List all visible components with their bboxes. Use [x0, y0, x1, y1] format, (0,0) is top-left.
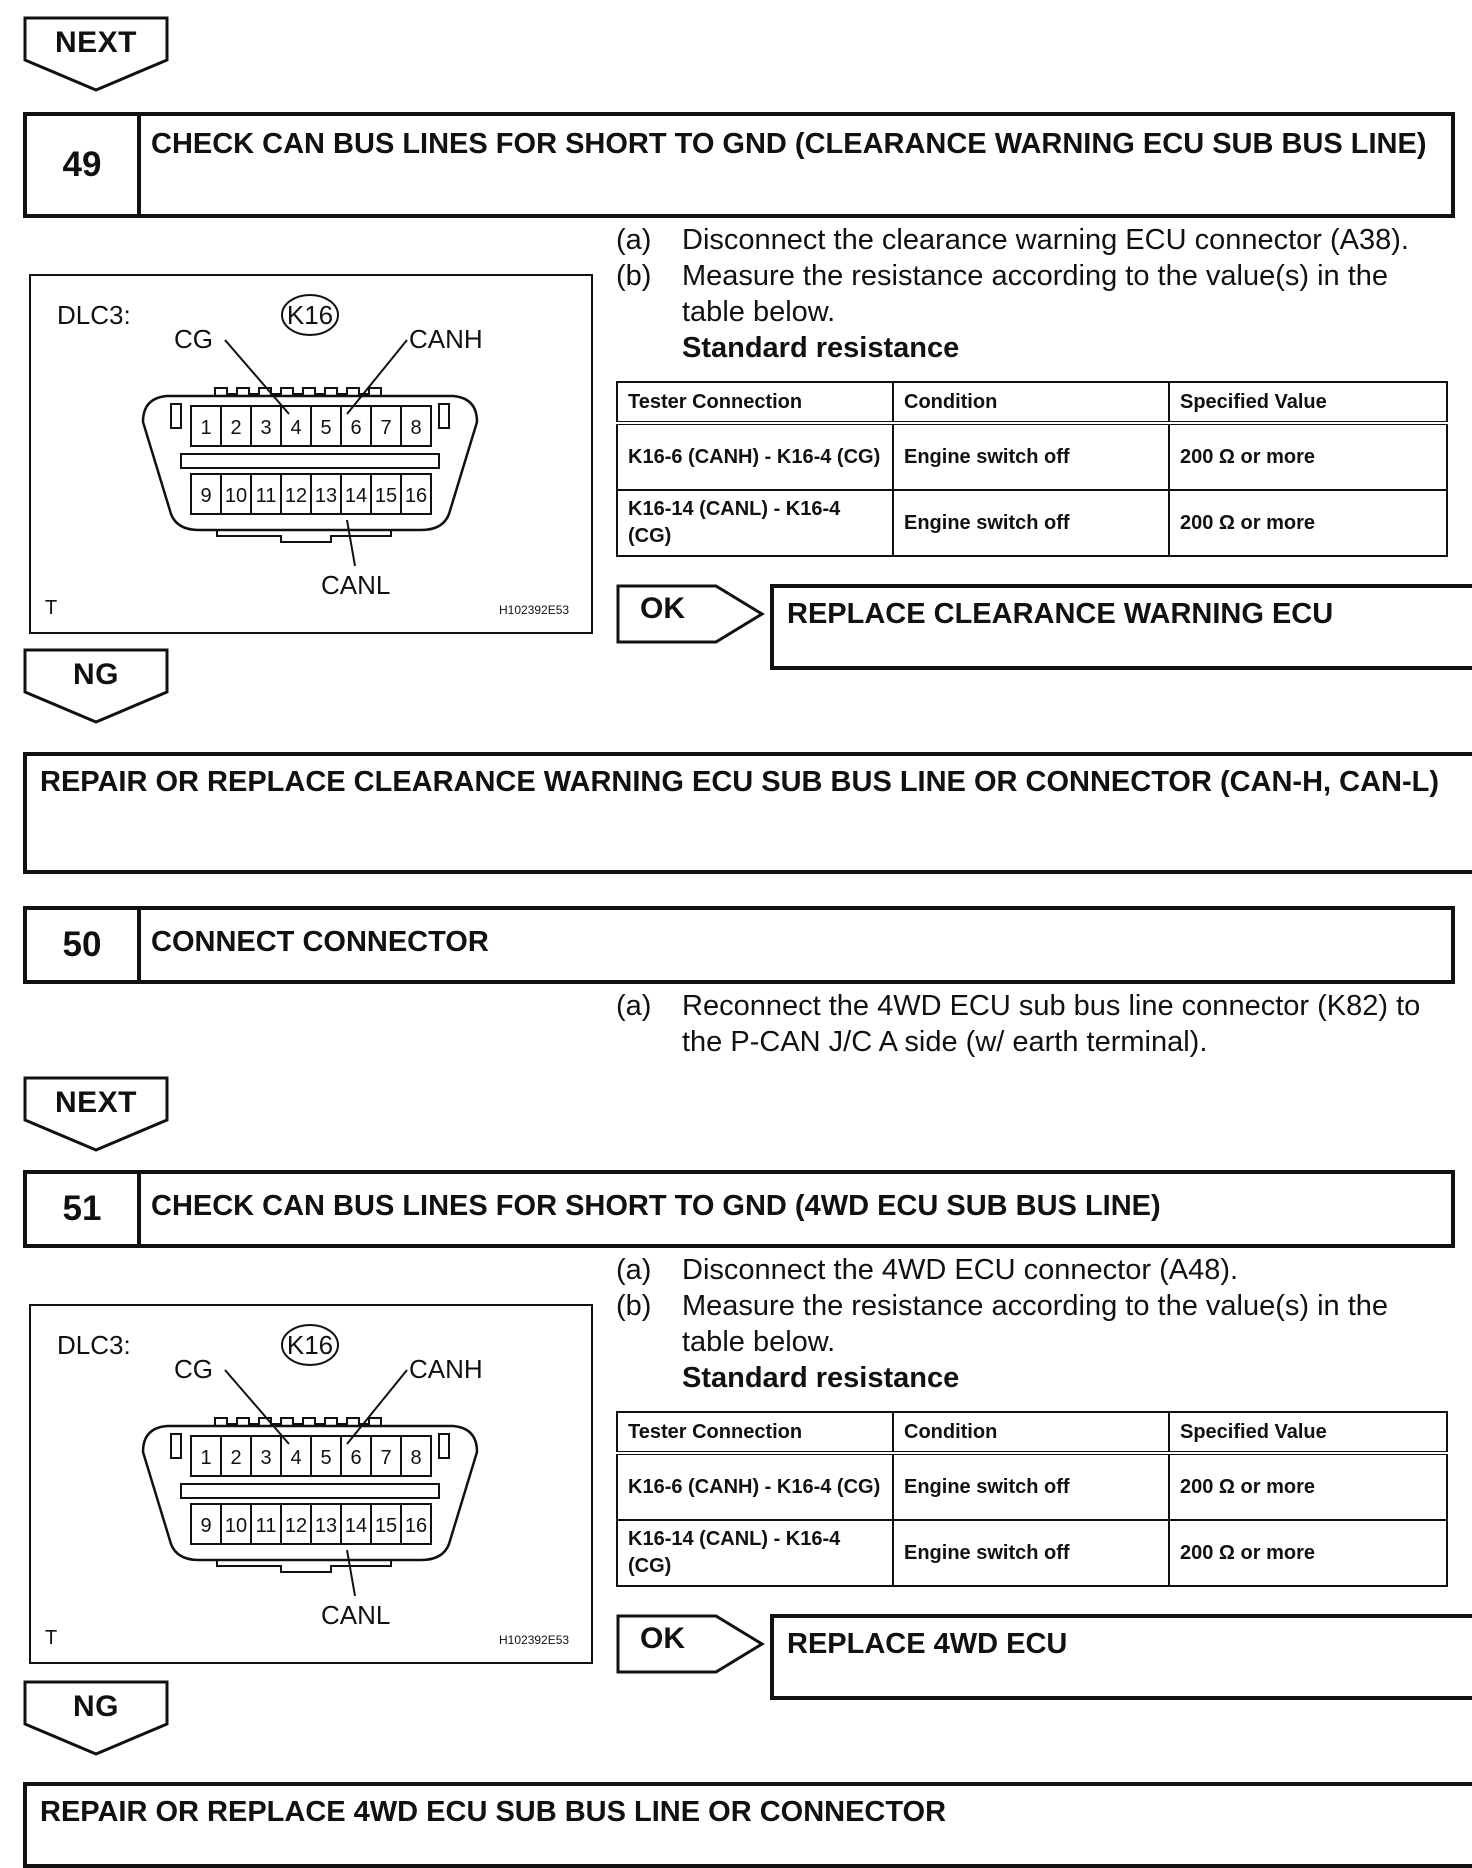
table-row	[617, 423, 1447, 490]
step-title: CHECK CAN BUS LINES FOR SHORT TO GND (CLEARANCE WARNING ECU SUB BUS LINE)	[151, 128, 1427, 160]
table-cell: Engine switch off	[893, 423, 1169, 490]
instruction-a	[616, 988, 1446, 1060]
step-title: CONNECT CONNECTOR	[151, 926, 489, 958]
next-badge	[23, 16, 169, 92]
ng-result-box: REPAIR OR REPLACE 4WD ECU SUB BUS LINE OR CONNECTOR	[23, 1782, 1472, 1868]
instruction-text: Measure the resistance according to the value(s) in the table below.	[682, 260, 1389, 328]
instruction-label: (a)	[616, 990, 652, 1022]
instruction-text: Measure the resistance according to the value(s) in the table below.	[682, 1290, 1389, 1358]
corner-mark: T	[45, 1627, 58, 1649]
step-50-header	[23, 906, 1455, 984]
ok-result-box: REPLACE CLEARANCE WARNING ECU	[770, 584, 1472, 670]
cg-label: CG	[174, 1354, 213, 1384]
step-number: 49	[27, 116, 141, 214]
step-51-header	[23, 1170, 1455, 1248]
pin-11: 11	[255, 1515, 277, 1537]
resistance-table	[616, 381, 1448, 557]
instruction-text: Reconnect the 4WD ECU sub bus line connector (K82) to the P-CAN J/C A side (w/ earth terminal).	[682, 990, 1421, 1058]
standard-resistance-label: Standard resistance	[682, 332, 960, 364]
pin-15: 15	[374, 1515, 398, 1537]
figure-ref: H102392E53	[499, 1633, 570, 1647]
dlc3-connector-figure	[31, 1306, 587, 1658]
instruction-b	[616, 1288, 1446, 1360]
pin-8: 8	[410, 417, 422, 439]
pin-6: 6	[350, 417, 362, 439]
step-49-instructions	[616, 222, 1446, 366]
pin-11: 11	[255, 485, 277, 507]
ng-label: NG	[73, 658, 119, 691]
pin-7: 7	[380, 417, 392, 439]
canl-label: CANL	[321, 1600, 391, 1630]
ok-badge	[616, 1614, 766, 1674]
table-row	[617, 1453, 1447, 1520]
table-header-row	[617, 382, 1447, 423]
pin-15: 15	[374, 485, 398, 507]
pin-7: 7	[380, 1447, 392, 1469]
table-cell: Engine switch off	[893, 1520, 1169, 1586]
pin-8: 8	[410, 1447, 422, 1469]
corner-mark: T	[45, 597, 58, 619]
instruction-label: (a)	[616, 1254, 652, 1286]
step-50-instructions	[616, 988, 1446, 1060]
ng-label: NG	[73, 1690, 119, 1723]
standard-resistance-label: Standard resistance	[682, 1362, 960, 1394]
table-cell: Engine switch off	[893, 490, 1169, 556]
pin-10: 10	[224, 485, 248, 507]
step-49-header	[23, 112, 1455, 218]
column-header: Specified Value	[1169, 382, 1447, 423]
column-header: Tester Connection	[617, 382, 893, 423]
dlc3-connector-figure	[31, 276, 587, 628]
step-51-instructions	[616, 1252, 1446, 1396]
connector-id: K16	[286, 1330, 334, 1360]
pin-12: 12	[284, 485, 308, 507]
ng-badge	[23, 1680, 169, 1756]
pin-12: 12	[284, 1515, 308, 1537]
pin-5: 5	[320, 1447, 332, 1469]
ok-result-box: REPLACE 4WD ECU	[770, 1614, 1472, 1700]
instruction-a	[616, 1252, 1446, 1288]
column-header: Tester Connection	[617, 1412, 893, 1453]
canh-label: CANH	[409, 324, 483, 354]
connector-id: K16	[286, 300, 334, 330]
table-row	[617, 490, 1447, 556]
pin-3: 3	[260, 417, 272, 439]
instruction-text: Disconnect the 4WD ECU connector (A48).	[682, 1254, 1239, 1286]
next-badge	[23, 1076, 169, 1152]
pin-3: 3	[260, 1447, 272, 1469]
column-header: Condition	[893, 382, 1169, 423]
instruction-text: Disconnect the clearance warning ECU connector (A38).	[682, 224, 1409, 256]
ok-label: OK	[640, 592, 685, 625]
pin-5: 5	[320, 417, 332, 439]
diagram-title: DLC3:	[57, 300, 131, 330]
column-header: Condition	[893, 1412, 1169, 1453]
pin-14: 14	[344, 485, 368, 507]
ng-badge	[23, 648, 169, 724]
cg-label: CG	[174, 324, 213, 354]
pin-4: 4	[290, 1447, 302, 1469]
table-header-row	[617, 1412, 1447, 1453]
instruction-label: (a)	[616, 224, 652, 256]
diagram-title: DLC3:	[57, 1330, 131, 1360]
ok-label: OK	[640, 1622, 685, 1655]
pin-9: 9	[200, 485, 212, 507]
table-cell: 200 Ω or more	[1169, 423, 1447, 490]
dlc3-diagram	[29, 274, 593, 634]
table-cell: 200 Ω or more	[1169, 1520, 1447, 1586]
pin-16: 16	[404, 485, 428, 507]
instruction-a	[616, 222, 1446, 258]
column-header: Specified Value	[1169, 1412, 1447, 1453]
pin-16: 16	[404, 1515, 428, 1537]
ng-result-box: REPAIR OR REPLACE CLEARANCE WARNING ECU SUB BUS LINE OR CONNECTOR (CAN-H, CAN-L)	[23, 752, 1472, 874]
pin-1: 1	[200, 417, 212, 439]
ok-badge	[616, 584, 766, 644]
pin-6: 6	[350, 1447, 362, 1469]
table-cell: K16-6 (CANH) - K16-4 (CG)	[617, 1453, 893, 1520]
figure-ref: H102392E53	[499, 603, 570, 617]
pin-13: 13	[314, 485, 338, 507]
step-title: CHECK CAN BUS LINES FOR SHORT TO GND (4WD ECU SUB BUS LINE)	[151, 1190, 1161, 1222]
table-cell: K16-14 (CANL) - K16-4 (CG)	[617, 490, 893, 556]
pin-10: 10	[224, 1515, 248, 1537]
pin-2: 2	[230, 417, 242, 439]
step-number: 50	[27, 910, 141, 980]
table-cell: 200 Ω or more	[1169, 490, 1447, 556]
table-cell: 200 Ω or more	[1169, 1453, 1447, 1520]
instruction-label: (b)	[616, 260, 652, 292]
step-number: 51	[27, 1174, 141, 1244]
instruction-b	[616, 258, 1446, 330]
next-label: NEXT	[54, 26, 137, 59]
pin-14: 14	[344, 1515, 368, 1537]
table-row	[617, 1520, 1447, 1586]
table-cell: Engine switch off	[893, 1453, 1169, 1520]
pin-13: 13	[314, 1515, 338, 1537]
instruction-label: (b)	[616, 1290, 652, 1322]
pin-9: 9	[200, 1515, 212, 1537]
pin-1: 1	[200, 1447, 212, 1469]
pin-2: 2	[230, 1447, 242, 1469]
pin-4: 4	[290, 417, 302, 439]
table-cell: K16-14 (CANL) - K16-4 (CG)	[617, 1520, 893, 1586]
table-cell: K16-6 (CANH) - K16-4 (CG)	[617, 423, 893, 490]
next-label: NEXT	[54, 1086, 137, 1119]
dlc3-diagram	[29, 1304, 593, 1664]
canl-label: CANL	[321, 570, 391, 600]
resistance-table	[616, 1411, 1448, 1587]
canh-label: CANH	[409, 1354, 483, 1384]
